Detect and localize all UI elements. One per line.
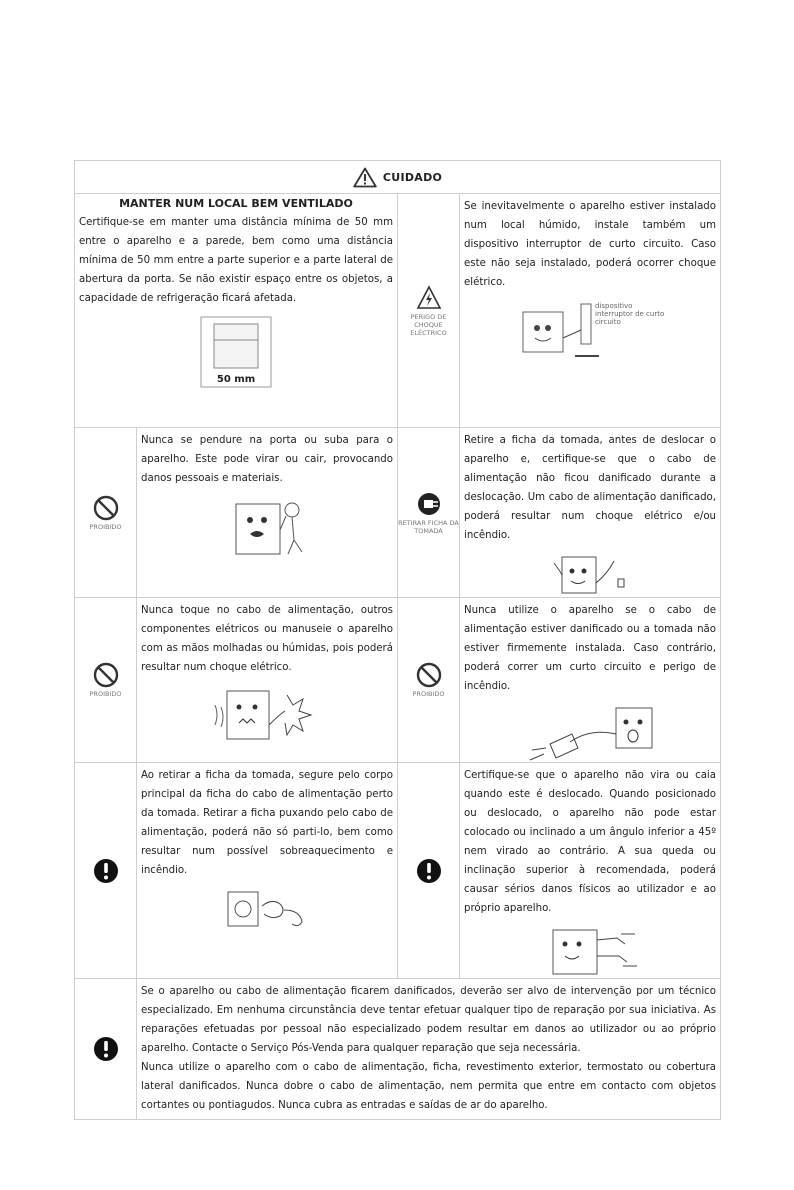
prohibited-icon [93,495,119,521]
row-ventilation [75,194,721,428]
row-wet-damaged [75,598,721,763]
mandatory-icon [93,1036,119,1062]
child-climbing-illustration [222,496,312,564]
prohibited-label: PROIBIDO [89,522,122,531]
prohibited-icon [416,662,442,688]
circuit-breaker-label: dispositivo interruptor de curto circuito [595,302,665,326]
electric-shock-illustration [207,685,327,745]
prohibited-icon [93,662,119,688]
electric-shock-icon [416,285,442,311]
ventilation-text: Certifique-se em manter uma distância mínima de 50 mm entre o aparelho e a parede, bem como uma distância mínima de 50 mm entre a parte superior e a parte lateral de abertura da porta. Se não existir espaço entre os objetos, a capacidade de refrigeração ficará afetada. [79,217,393,304]
row-plug-tilt [75,763,721,979]
plug-removal-illustration [222,888,312,930]
warning-triangle-icon [353,167,377,188]
unplug-text: Retire a ficha da tomada, antes de deslocar o aparelho e, certifique-se que o cabo de alimentação não ficou danificado durante a deslocação. Um cabo de alimentação danificado, poderá resultar num choque elétrico e/ou incêndio. [464,435,717,541]
circuit-breaker-illustration [515,300,665,364]
tilt-appliance-illustration [535,926,645,978]
mandatory-icon [93,858,119,884]
clearance-label: 50 mm [216,374,256,385]
electric-shock-label: PERIGO DE CHOQUE ELÉCTRICO [410,312,447,337]
prohibited-label: PROIBIDO [89,690,122,698]
mandatory-icon [416,858,442,884]
service-text-2: Nunca utilize o aparelho com o cabo de alimentação, ficha, revestimento exterior, termostato ou cobertura lateral danificados. Nunca dobre o cabo de alimentação, nem permita que entre em contacto com objetos cortantes ou pontiagudos. Nunca cubra as entradas e saídas de ar do aparelho. [141,1062,717,1111]
caution-title: CUIDADO [382,170,443,184]
service-text-1: Se o aparelho ou cabo de alimentação ficarem danificados, deverão ser alvo de intervenção por um técnico especializado. Em nenhuma circunstância deve tentar efetuar qualquer tipo de reparação por sua iniciativa. As reparações efetuadas por pessoal não especializado podem resultar em danos ao utilizador ou ao próprio aparelho. Contacte o Serviço Pós-Venda para qualquer reparação que seja necessária. [141,986,717,1054]
row-service [75,979,721,1120]
unplug-icon [416,491,442,517]
hang-text: Nunca se pendure na porta ou suba para o aparelho. Este pode virar ou cair, provocando danos pessoais e materiais. [141,435,393,484]
ventilation-title: MANTER NUM LOCAL BEM VENTILADO [119,197,353,210]
fridge-clearance-illustration [200,316,272,388]
prohibited-label: PROIBIDO [412,690,445,698]
caution-table [74,160,721,1120]
caution-header-row [75,161,721,194]
damaged-plug-illustration [520,704,660,762]
unplug-label: RETIRAR FICHA DA TOMADA [398,518,459,535]
tilt-text: Certifique-se que o aparelho não vira ou caia quando este é deslocado. Quando posicionado ou deslocado, o aparelho não pode estar colocado ou inclinado a um ângulo inferior a 45º nem virado ao contrário. A sua queda ou inclinação superior à recomendada, poderá causar sérios danos físicos ao utilizador e ao próprio aparelho. [464,770,717,914]
humid-text: Se inevitavelmente o aparelho estiver instalado num local húmido, instale também um dispositivo interruptor de curto circuito. Caso este não seja instalado, poderá ocorrer choque elétrico. [464,201,717,288]
damaged-cable-text: Nunca utilize o aparelho se o cabo de alimentação estiver danificado ou a tomada não estiver firmemente instalada. Caso contrário, poderá correr um curto circuito e perigo de incêndio. [464,605,717,692]
wet-hands-text: Nunca toque no cabo de alimentação, outros componentes elétricos ou manuseie o aparelho com as mãos molhadas ou húmidas, pois poderá resultar num choque elétrico. [141,605,393,673]
row-hang-unplug [75,428,721,598]
plug-hold-text: Ao retirar a ficha da tomada, segure pelo corpo principal da ficha do cabo de alimentação perto da tomada. Retirar a ficha puxando pelo cabo de alimentação, poderá não só parti-lo, bem como resultar num possível sobreaquecimento e incêndio. [141,770,393,876]
move-appliance-illustration [540,553,640,597]
